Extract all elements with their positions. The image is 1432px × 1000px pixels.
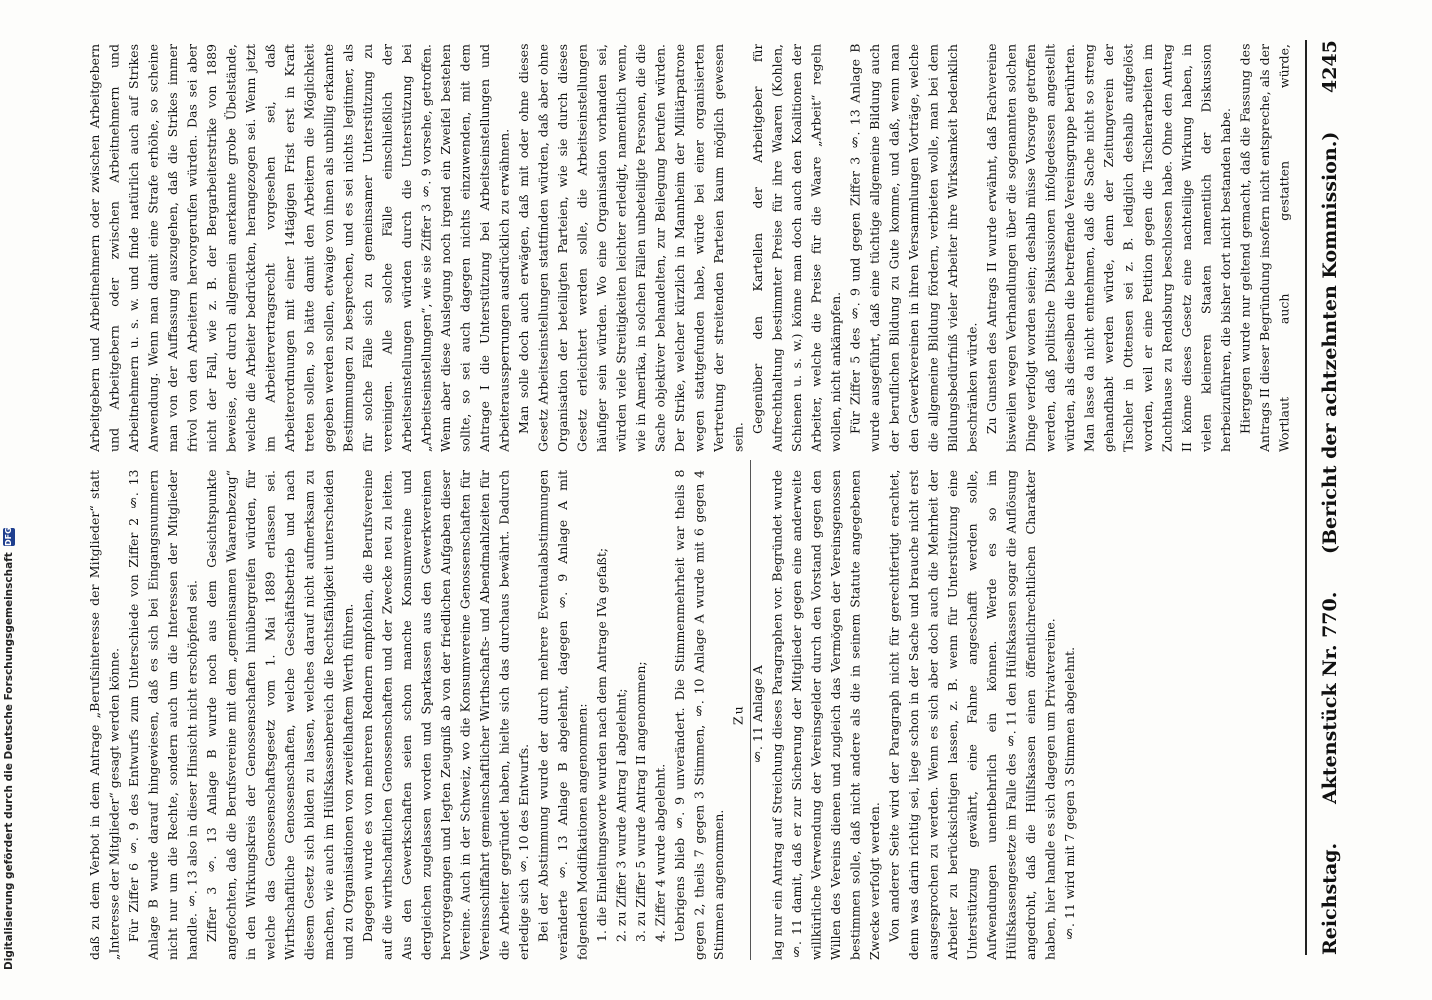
list-item: 4. Ziffer 4 wurde abgelehnt.	[652, 764, 668, 943]
list-item: 1. die Einleitungsworte wurden nach dem Antrage IVa gefaßt;	[594, 548, 609, 943]
paragraph: Arbeitgebern und Arbeitnehmern oder zwischen Arbeitgebern und Arbeitgebern oder zwischen Arbeitnehmern und Arbeitnehmern u. s. w. und finde natürlich auch auf Strikes Anwendung. Wenn man damit eine Strafe erhöhe, so scheine man von der Auffassung auszugehen, daß die Strikes immer frivol von den Arbeitern hervorgerufen würden. Das sei aber nicht der Fall, wie z. B. der Bergarbeiterstrike von 1889 beweise, der durch allgemein anerkannte grobe Übelstände, welche die Arbeiter bedrückten, herangezogen sei. Wenn jetzt im Arbeitervertragsrecht vorgesehen sei, daß Arbeiterordnungen mit einer 14tägigen Frist erst in Kraft treten sollen, so hätte damit den Arbeitern die Möglichkeit gegeben werden sollen, etwaige von ihnen als unbillig erkannte Bestimmungen zu besprechen, und es sei nichts legitimer, als für solche Fälle sich zu gemeinsamer Unterstützung zu vereinigen. Alle solche Fälle einschließlich der Arbeitseinstellungen würden durch die Unterstützung bei „Arbeitseinstellungen“, wie sie Ziffer 3 §. 9 vorsehe, getroffen. Wenn aber diese Auslegung noch irgend ein Zweifel bestehen sollte, so sei auch dagegen nichts einzuwenden, mit dem Antrage I die Unterstützung bei Arbeitseinstellungen und Arbeiteraussperrungen ausdrücklich zu erwähnen.	[87, 44, 512, 452]
paragraph: daß zu dem Verbot in dem Antrage „Berufsinteresse der Mitglieder“ statt „Interesse der Mitglieder“ gesagt werden könne.	[87, 470, 122, 960]
digitization-credit	[2, 150, 16, 970]
paragraph: Bei der Abstimmung wurde der durch mehrere Eventualabstimmungen veränderte §. 13 Anlage B abgelehnt, dagegen §. 9 Anlage A mit folgenden Modifikationen angenommen:	[535, 470, 590, 960]
dfg-logo: DFG	[4, 527, 13, 547]
paragraph: Uebrigens blieb §. 9 unverändert. Die Stimmenmehrheit war theils 8 gegen 2, theils 7 gegen 3 Stimmen, §. 10 Anlage A wurde mit 6 gegen 4 Stimmen angenommen.	[672, 470, 726, 960]
paragraph: Von anderer Seite wird der Paragraph nicht für gerechtfertigt erachtet, denn was darin richtig sei, liege schon in der Sache und brauche nicht erst ausgesprochen zu werden. Wenn es sich aber doch auch die Mehrheit der Arbeiter zu berücksichtigen lassen, z. B. wenn für Unterstützung eine Unterstützung gewährt, eine Fahne angeschafft werden solle, Aufwendungen unentbehrlich ein können. Werde es so im Hülfskassengesetze im Falle des §. 11 den Hülfskassen sogar die Auflösung angedroht, daß die Hülfskassen einen öffentlichrechtlichen Charakter haben, hier handle es sich dagegen um Privatvereine.	[886, 470, 1058, 960]
section-heading-zu: Zu	[730, 704, 746, 726]
credit-text: Digitalisierung gefördert durch die Deutsche Forschungsgemeinschaft	[3, 552, 15, 970]
paragraph: Hiergegen wurde nur geltend gemacht, daß die Fassung des Antrags II dieser Begründung insofern nicht entspreche, als der Wortlaut auch gestatten würde,	[1237, 44, 1292, 452]
paragraph: Ziffer 3 §. 13 Anlage B wurde noch aus dem Gesichtspunkte angefochten, daß die Berufsvereine mit dem „gemeinsamen Waarenbezug“ in den Wirkungskreis der Genossenschaften hinübergreifen würden, für welche das Genossenschaftsgesetz vom 1. Mai 1889 erlassen sei. Wirthschaftliche Genossenschaften, welche Geschäftsbetrieb und nach diesem Gesetz sich bilden zu lassen, welches darauf nicht aufmerksam zu machen, wie auch im Hülfskassenbereich die Rechtsfähigkeit unterscheiden und zu Organisationen von zweifelhaftem Werth führen.	[204, 470, 356, 960]
paragraph: Zu Gunsten des Antrags II wurde erwähnt, daß Fachvereine bisweilen wegen Verhandlungen über die sogenannten solchen Dinge verfolgt worden seien; deshalb müsse Vorsorge getroffen werden, daß politische Diskussionen infolgedessen angestellt würden, als dieselben die betreffende Vereinsgruppe berührten. Man lasse da nicht entnehmen, daß die Sache nicht so streng gehandhabt werden würde, denn der Zeitungverein der Tischler in Ottensen sei z. B. lediglich deshalb aufgelöst worden, weil er eine Petition gegen die Tischlerarbeiten im Zuchthause zu Rendsburg beschlossen habe. Ohne den Antrag II könne dieses Gesetz eine nachteilige Wirkung haben, in vielen kleineren Staaten namentlich der Diskussion herbeizuführen, die bisher dort nicht bestanden habe.	[984, 44, 1233, 452]
section-heading: §. 11 Anlage A	[750, 665, 765, 765]
page-header	[1310, 40, 1350, 955]
paragraph: §. 11 wird mit 7 gegen 3 Stimmen abgelehnt.	[1062, 647, 1077, 943]
header-left: Reichstag.	[1319, 842, 1341, 955]
paragraph: Man solle doch auch erwägen, daß mit oder ohne dieses Gesetz Arbeitseinstellungen stattfinden würden, daß aber ohne Organisation der beteiligten Parteien, wie sie durch dieses Gesetz erleichtert werden solle, die Arbeitseinstellungen häufiger sein würden. Wo eine Organisation vorhanden sei, würden viele Streitigkeiten leichter erledigt, namentlich wenn, wie in Amerika, in solchen Fällen unbeteiligte Personen, die die Sache objektiver behandelten, zur Beilegung berufen würden. Der Strike, welcher kürzlich in Mannheim der Militärpatrone wegen stattgefunden habe, würde bei einer organisierten Vertretung der streitenden Parteien kaum möglich gewesen sein.	[516, 44, 746, 452]
page-number: 4245	[1319, 40, 1341, 93]
header-center: Aktenstück Nr. 770.	[1319, 592, 1341, 805]
paragraph: Gegenüber den Kartellen der Arbeitgeber für Aufrechthaltung bestimmter Preise für ihre Waaren (Kohlen, Schienen u. s. w.) könne man doch auch den Koalitionen der Arbeiter, welche die Preise für die Waare „Arbeit“ regeln wollen, nicht ankämpfen.	[750, 44, 843, 452]
header-rule	[1305, 40, 1307, 955]
list-item: 2. zu Ziffer 3 wurde Antrag I abgelehnt;	[613, 689, 629, 943]
paragraph: Dagegen wurde es von mehreren Rednern empfohlen, die Berufsvereine auf die wirthschaftlichen Genossenschaften und der Zwecke neu zu leiten. Aus den Gewerkschaften seien schon manche Konsumvereine und dergleichen zugelassen worden und Sparkassen aus den Gewerkvereinen hervorgegangen und legten Zeugniß ab von der friedlichen Aufgaben dieser Vereine. Auch in der Schweiz, wo die Konsumvereine Genossenschaften für Vereinsschiffahrt gemeinschaftlicher Wirthschafts- und Abendmahlzeiten für die Arbeiter gegründet haben, hielte sich das durchaus bewährt. Dadurch erledige sich §. 10 des Entwurfs.	[360, 470, 531, 960]
paragraph: Für Ziffer 5 des §. 9 und gegen Ziffer 3 §. 13 Anlage B wurde ausgeführt, daß eine tüchtige allgemeine Bildung auch der beruflichen Bildung zu Gute komme, und daß, wenn man den Gewerkvereinen in ihren Versammlungen Vorträge, welche die allgemeine Bildung fördern, verbieten wolle, man bei dem Bildungsbedürfniß vieler Arbeiter ihre Wirksamkeit bedenklich beschränken würde.	[847, 44, 980, 452]
column-right	[85, 470, 1295, 960]
paragraph: Für Ziffer 6 §. 9 des Entwurfs zum Unterschiede von Ziffer 2 §. 13 Anlage B wurde darauf hingewiesen, daß es sich bei Eingangsnummern nicht nur um die Rechte, sondern auch um die Interessen der Mitglieder handle. §. 13 also in dieser Hinsicht nicht erschöpfend sei.	[126, 470, 200, 960]
paragraph: lag nur ein Antrag auf Streichung dieses Paragraphen vor. Begründet wurde §. 11 damit, daß er zur Sicherung der Mitglieder gegen eine anderweite willkürliche Verwendung der Vereinsgelder durch den Vorstand gegen den Willen des Vereins dienen und zugleich das Vermögen der Vereinsgenossen bestimmen solle, daß nicht andere als die in seinem Statute angegebenen Zwecke verfolgt werden.	[769, 470, 882, 960]
list-item: 3. zu Ziffer 5 wurde Antrag II angenommen;	[633, 661, 648, 943]
column-left	[85, 44, 1295, 452]
header-right: (Bericht der achtzehnten Kommission.)	[1319, 131, 1341, 554]
